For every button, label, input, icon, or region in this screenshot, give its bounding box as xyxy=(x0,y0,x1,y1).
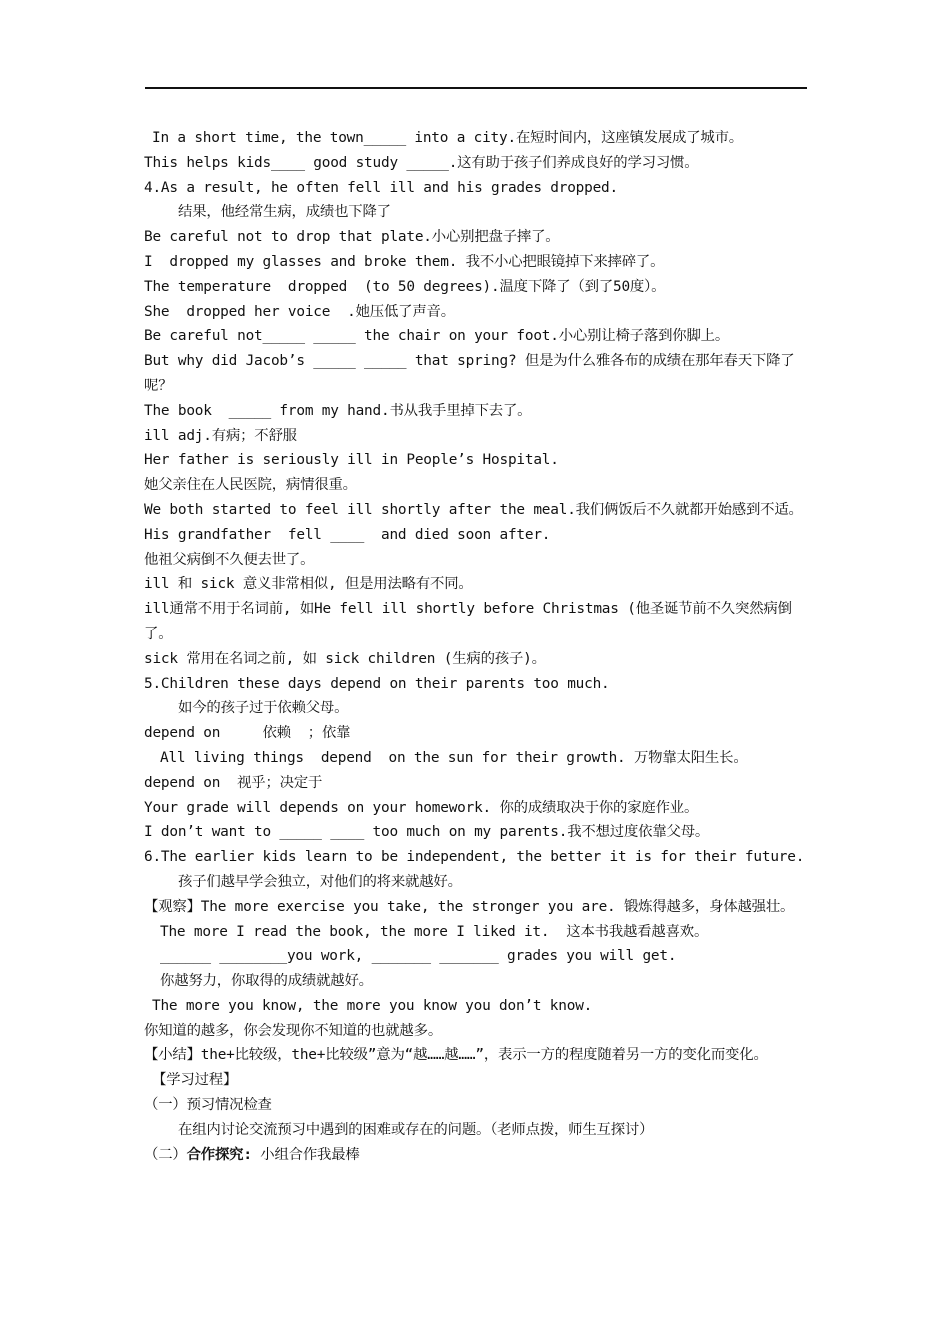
text-line: ______ ________you work, _______ _______ grades you will get. xyxy=(160,948,677,965)
text-line: 在组内讨论交流预习中遇到的困难或存在的问题。（老师点拨，师生互探讨） xyxy=(178,1121,654,1138)
section-subtitle: 小组合作我最棒 xyxy=(251,1146,360,1163)
text-line: The more you know, the more you know you don’t know. xyxy=(152,997,593,1014)
text-line: 你知道的越多，你会发现你不知道的也就越多。 xyxy=(144,1022,443,1039)
text-line: I dropped my glasses and broke them. 我不小心把眼镜掉下来摔碎了。 xyxy=(144,253,665,270)
text-line: Her father is seriously ill in People’s Hospital. xyxy=(144,452,559,469)
text-line: ill adj.有病；不舒服 xyxy=(144,427,297,444)
text-line: The book _____ from my hand.书从我手里掉下去了。 xyxy=(144,402,532,419)
text-line: ill 和 sick 意义非常相似, 但是用法略有不同。 xyxy=(144,576,473,593)
text-line: sick 常用在名词之前, 如 sick children (生病的孩子)。 xyxy=(144,650,546,667)
text-line: ill通常不用于名词前, 如He fell ill shortly before Christmas (他圣诞节前不久突然病倒了。 xyxy=(144,601,792,642)
text-line: depend on 视乎；决定于 xyxy=(144,774,323,791)
text-line: 6.The earlier kids learn to be independent, the better it is for their future. xyxy=(144,849,805,866)
text-line: The temperature dropped (to 50 degrees).温度下降了（到了50度）。 xyxy=(144,278,666,295)
text-line: I don’t want to _____ ____ too much on my parents.我不想过度依靠父母。 xyxy=(144,824,710,841)
text-line: His grandfather fell ____ and died soon after. xyxy=(144,526,551,543)
text-line: 你越努力，你取得的成绩就越好。 xyxy=(160,973,373,990)
section-heading: 【学习过程】 xyxy=(152,1072,238,1089)
text-line: 他祖父病倒不久便去世了。 xyxy=(144,551,315,568)
text-line: This helps kids____ good study _____.这有助于孩子们养成良好的学习习惯。 xyxy=(144,154,699,171)
text-line: 如今的孩子过于依赖父母。 xyxy=(178,700,349,717)
text-line: （一）预习情况检查 xyxy=(144,1097,272,1114)
text-line: 结果，他经常生病，成绩也下降了 xyxy=(178,204,391,221)
text-line: Be careful not_____ _____ the chair on your foot.小心别让椅子落到你脚上。 xyxy=(144,328,730,345)
text-line: We both started to feel ill shortly after the meal.我们俩饭后不久就都开始感到不适。 xyxy=(144,501,803,518)
text-line: 4.As a result, he often fell ill and his grades dropped. xyxy=(144,179,618,196)
text-line: Be careful not to drop that plate.小心别把盘子摔了。 xyxy=(144,229,560,246)
text-line: In a short time, the town_____ into a city.在短时间内，这座镇发展成了城市。 xyxy=(152,130,743,146)
text-line: 【小结】the+比较级，the+比较级”意为“越……越……”，表示一方的程度随着另一方的变化而变化。 xyxy=(144,1047,768,1064)
section-title: 合作探究: xyxy=(186,1146,252,1163)
text-line: She dropped her voice .她压低了声音。 xyxy=(144,303,455,320)
section-number: （二） xyxy=(144,1146,187,1163)
text-line: 她父亲住在人民医院，病情很重。 xyxy=(144,477,357,494)
text-line: But why did Jacob’s _____ _____ that spring? 但是为什么雅各布的成绩在那年春天下降了呢？ xyxy=(144,353,795,394)
text-line: Your grade will depends on your homework. 你的成绩取决于你的家庭作业。 xyxy=(144,799,699,816)
text-line: depend on 依赖 ；依靠 xyxy=(144,725,351,742)
text-line: All living things depend on the sun for their growth. 万物靠太阳生长。 xyxy=(160,749,748,766)
header-rule xyxy=(145,87,807,89)
text-line: 5.Children these days depend on their parents too much. xyxy=(144,675,610,692)
text-line xyxy=(144,1143,808,1168)
text-line: 孩子们越早学会独立，对他们的将来就越好。 xyxy=(178,873,462,890)
text-line: The more I read the book, the more I liked it. 这本书我越看越喜欢。 xyxy=(160,923,709,940)
document-body xyxy=(144,126,808,1167)
text-line: 【观察】The more exercise you take, the stronger you are. 锻炼得越多，身体越强壮。 xyxy=(144,898,795,915)
